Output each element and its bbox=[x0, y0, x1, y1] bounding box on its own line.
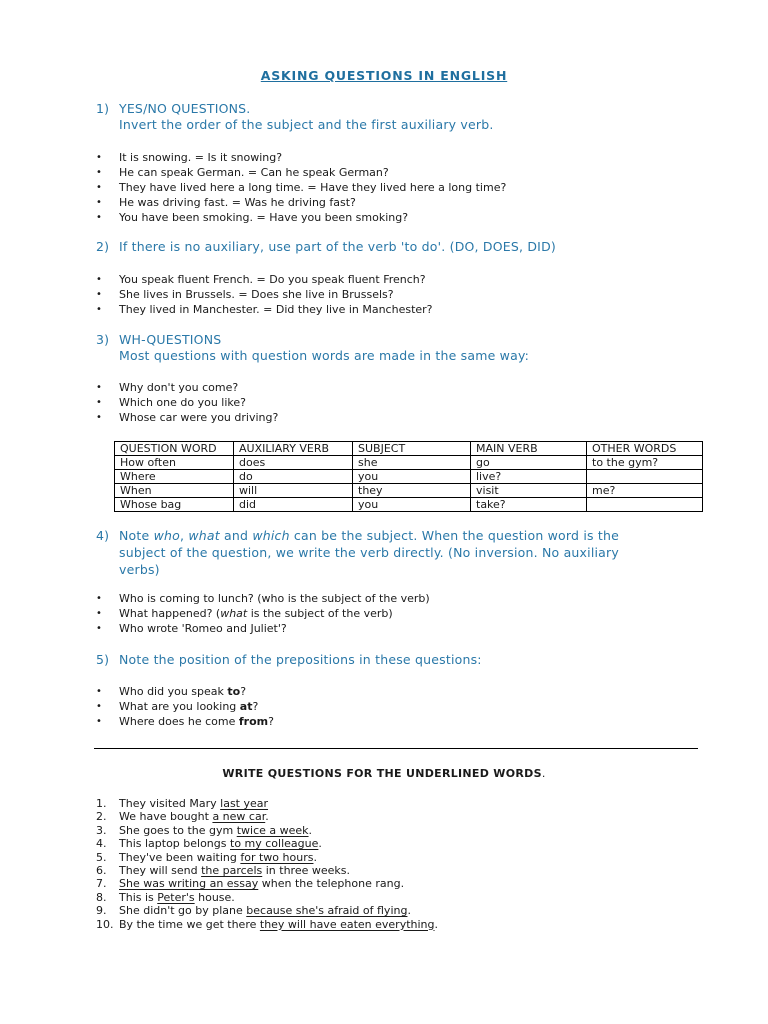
text-run: They've been waiting bbox=[119, 850, 241, 864]
table-row bbox=[115, 470, 703, 484]
italic-word: which bbox=[252, 528, 290, 543]
exercise-title bbox=[0, 767, 768, 780]
table-cell bbox=[587, 470, 703, 484]
text-run: They will send bbox=[119, 863, 202, 877]
table-cell: you bbox=[353, 470, 471, 484]
list-item: • He can speak German. = Can he speak German? bbox=[96, 165, 506, 180]
text-run: ? bbox=[252, 700, 259, 713]
table-cell: to the gym? bbox=[587, 456, 703, 470]
table-row bbox=[115, 456, 703, 470]
text-run: . bbox=[318, 837, 322, 851]
exercise-number: 3. bbox=[96, 823, 107, 837]
text-run: This laptop belongs bbox=[119, 837, 230, 851]
list-item: • Who is coming to lunch? (who is the subject of the verb) bbox=[96, 591, 430, 606]
section-4-bullets bbox=[96, 591, 430, 636]
section-text-line: subject of the question, we write the verb directly. (No inversion. No auxiliary bbox=[119, 545, 619, 560]
exercise-number: 6. bbox=[96, 863, 107, 877]
text-run: is the subject of the verb) bbox=[247, 607, 393, 620]
table-cell: Whose bag bbox=[115, 498, 234, 512]
section-5-bullets bbox=[96, 684, 274, 729]
italic-word: what bbox=[188, 528, 220, 543]
section-5-heading bbox=[96, 652, 482, 667]
section-title: Note the position of the prepositions in these questions: bbox=[119, 652, 482, 667]
exercise-title-dot: . bbox=[541, 767, 546, 780]
text-run: By the time we get there bbox=[119, 917, 260, 931]
exercise-item bbox=[96, 864, 438, 877]
exercise-item bbox=[96, 797, 438, 810]
italic-word: who bbox=[153, 528, 180, 543]
text-run: and bbox=[219, 528, 253, 543]
exercise-item bbox=[96, 824, 438, 837]
exercise-number: 9. bbox=[96, 904, 107, 918]
text-run: This is bbox=[119, 890, 158, 904]
text-run: ? bbox=[268, 715, 274, 728]
text-run: . bbox=[308, 823, 313, 837]
italic-word: what bbox=[220, 607, 248, 620]
text-run: What are you looking bbox=[119, 700, 240, 713]
list-item: • Whose car were you driving? bbox=[96, 410, 278, 425]
underlined-words: for two hours bbox=[240, 850, 314, 864]
underlined-words: Peter's bbox=[157, 890, 195, 904]
section-number: 2) bbox=[96, 239, 110, 254]
list-item bbox=[96, 606, 430, 621]
exercise-number: 8. bbox=[96, 890, 107, 904]
underlined-words: last year bbox=[220, 797, 269, 810]
list-item: • You speak fluent French. = Do you speak fluent French? bbox=[96, 272, 433, 287]
table-cell: did bbox=[234, 498, 353, 512]
exercise-number: 1. bbox=[96, 797, 107, 810]
exercise-item bbox=[96, 810, 438, 823]
table-cell: she bbox=[353, 456, 471, 470]
section-4-heading bbox=[96, 528, 619, 578]
bold-word: to bbox=[227, 685, 241, 698]
horizontal-divider bbox=[94, 748, 698, 749]
table-header-cell: MAIN VERB bbox=[471, 442, 587, 456]
section-text-line: verbs) bbox=[119, 562, 160, 577]
exercise-list bbox=[96, 797, 438, 931]
section-number: 5) bbox=[96, 652, 110, 667]
underlined-words: She was writing an essay bbox=[119, 877, 259, 891]
page-title: ASKING QUESTIONS IN ENGLISH bbox=[260, 68, 508, 83]
table-header-cell: QUESTION WORD bbox=[115, 442, 234, 456]
exercise-item bbox=[96, 851, 438, 864]
list-item: • She lives in Brussels. = Does she live in Brussels? bbox=[96, 287, 433, 302]
underlined-words: a new car bbox=[212, 810, 266, 824]
exercise-title-text: WRITE QUESTIONS FOR THE UNDERLINED WORDS bbox=[222, 767, 542, 780]
text-run: when the telephone rang. bbox=[258, 877, 405, 891]
section-text bbox=[119, 528, 619, 543]
list-item: • Who wrote 'Romeo and Juliet'? bbox=[96, 621, 430, 636]
list-item bbox=[96, 699, 274, 714]
table-cell: When bbox=[115, 484, 234, 498]
table-cell: live? bbox=[471, 470, 587, 484]
bold-word: from bbox=[238, 715, 269, 728]
table-cell: visit bbox=[471, 484, 587, 498]
underlined-words: they will have eaten everything bbox=[259, 917, 435, 931]
text-run: We have bought bbox=[119, 810, 213, 824]
section-title: WH-QUESTIONS bbox=[119, 332, 222, 347]
text-run: Where does he come bbox=[119, 715, 239, 728]
table-cell: you bbox=[353, 498, 471, 512]
exercise-number: 5. bbox=[96, 850, 107, 864]
section-number: 4) bbox=[96, 528, 110, 543]
list-item bbox=[96, 684, 274, 699]
list-item: • Which one do you like? bbox=[96, 395, 278, 410]
text-run: house. bbox=[194, 890, 235, 904]
table-header-cell: AUXILIARY VERB bbox=[234, 442, 353, 456]
table-cell: take? bbox=[471, 498, 587, 512]
exercise-number: 2. bbox=[96, 810, 107, 824]
section-3-heading bbox=[96, 332, 529, 363]
table-cell: me? bbox=[587, 484, 703, 498]
text-run: ? bbox=[240, 685, 247, 698]
section-1-heading bbox=[96, 101, 494, 132]
table-row bbox=[115, 484, 703, 498]
exercise-number: 4. bbox=[96, 837, 107, 851]
section-3-bullets bbox=[96, 380, 278, 425]
list-item bbox=[96, 714, 274, 729]
section-1-bullets bbox=[96, 150, 506, 225]
exercise-number: 7. bbox=[96, 877, 107, 891]
table-header-cell: SUBJECT bbox=[353, 442, 471, 456]
list-item: • They lived in Manchester. = Did they live in Manchester? bbox=[96, 302, 433, 317]
text-run: . bbox=[434, 917, 439, 931]
text-run: Who did you speak bbox=[119, 685, 228, 698]
text-run: can be the subject. When the question word is the bbox=[289, 528, 619, 543]
text-run: . bbox=[265, 810, 269, 824]
bold-word: at bbox=[239, 700, 253, 713]
text-run: in three weeks. bbox=[262, 863, 350, 877]
list-item: • It is snowing. = Is it snowing? bbox=[96, 150, 506, 165]
question-word-table bbox=[114, 441, 703, 512]
table-header-row bbox=[115, 442, 703, 456]
exercise-number: 10. bbox=[96, 917, 114, 931]
table-cell: they bbox=[353, 484, 471, 498]
section-title: If there is no auxiliary, use part of the verb 'to do'. (DO, DOES, DID) bbox=[119, 239, 556, 254]
underlined-words: twice a week bbox=[236, 823, 309, 837]
table-header-cell: OTHER WORDS bbox=[587, 442, 703, 456]
table-cell: does bbox=[234, 456, 353, 470]
section-number: 3) bbox=[96, 332, 110, 347]
text-run: . bbox=[407, 904, 411, 918]
underlined-words: the parcels bbox=[201, 863, 263, 877]
exercise-item bbox=[96, 918, 438, 931]
section-2-heading bbox=[96, 239, 556, 254]
section-2-bullets bbox=[96, 272, 433, 317]
table-cell: go bbox=[471, 456, 587, 470]
exercise-item bbox=[96, 837, 438, 850]
list-item: • You have been smoking. = Have you been smoking? bbox=[96, 210, 506, 225]
section-subtitle: Most questions with question words are made in the same way: bbox=[119, 348, 530, 363]
text-run: , bbox=[179, 528, 189, 543]
exercise-item bbox=[96, 904, 438, 917]
table-cell: Where bbox=[115, 470, 234, 484]
text-run: She didn't go by plane bbox=[119, 904, 247, 918]
exercise-item bbox=[96, 877, 438, 890]
table-cell: How often bbox=[115, 456, 234, 470]
list-item: • He was driving fast. = Was he driving fast? bbox=[96, 195, 506, 210]
text-run: What happened? ( bbox=[119, 607, 221, 620]
text-run: They visited Mary bbox=[119, 797, 221, 810]
table-cell: do bbox=[234, 470, 353, 484]
table-cell bbox=[587, 498, 703, 512]
list-item: • They have lived here a long time. = Have they lived here a long time? bbox=[96, 180, 506, 195]
text-run: Note bbox=[119, 528, 154, 543]
list-item: • Why don't you come? bbox=[96, 380, 278, 395]
section-subtitle: Invert the order of the subject and the first auxiliary verb. bbox=[119, 117, 494, 132]
text-run: She goes to the gym bbox=[119, 823, 237, 837]
exercise-item bbox=[96, 891, 438, 904]
underlined-words: to my colleague bbox=[230, 837, 319, 851]
section-number: 1) bbox=[96, 101, 110, 116]
section-title: YES/NO QUESTIONS. bbox=[119, 101, 251, 116]
table-row bbox=[115, 498, 703, 512]
text-run: . bbox=[313, 850, 317, 864]
table-cell: will bbox=[234, 484, 353, 498]
underlined-words: because she's afraid of flying bbox=[246, 904, 408, 918]
